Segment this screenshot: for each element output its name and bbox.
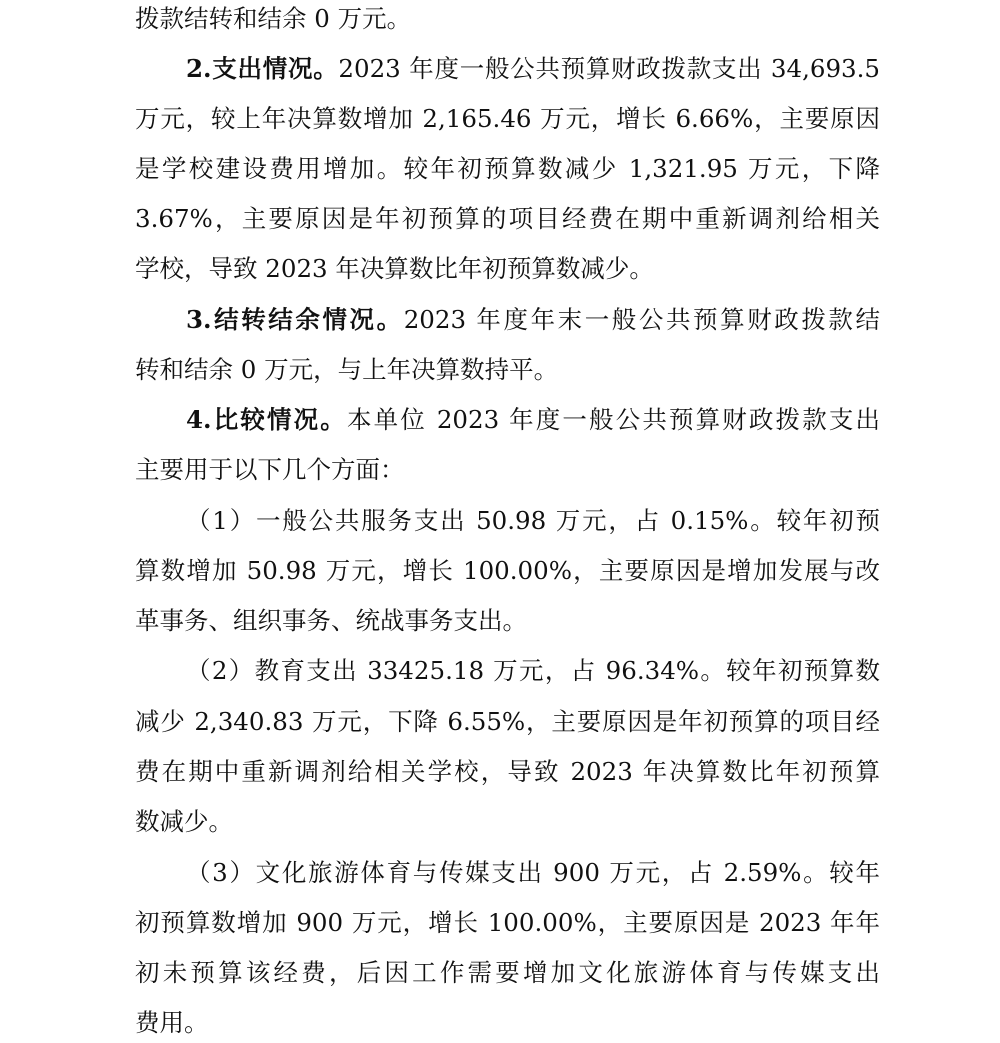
paragraph-line [135,1005,880,1041]
line-text: 拨款结转和结余 0 万元。 [135,4,412,33]
section-heading-expenditure: 2.支出情况。 [186,54,339,83]
line-text: 3.67%，主要原因是年初预算的项目经费在期中重新调剂给相关 [135,204,880,233]
line-text: 2023 年度年末一般公共预算财政拨款结 [403,305,880,334]
paragraph-line [135,452,880,488]
line-text: 算数增加 50.98 万元，增长 100.00%，主要原因是增加发展与改 [135,556,880,585]
paragraph-line [135,553,880,589]
list-item-line [186,503,880,539]
paragraph-line [135,201,880,237]
section-heading-line [186,51,880,87]
line-text: 是学校建设费用增加。较年初预算数减少 1,321.95 万元，下降 [135,154,880,183]
line-text: （3）文化旅游体育与传媒支出 900 万元，占 2.59%。较年 [186,858,880,887]
paragraph-line [135,151,880,187]
paragraph-line [135,603,880,639]
line-text: 2023 年度一般公共预算财政拨款支出 34,693.5 [338,54,880,83]
paragraph-line [135,955,880,991]
paragraph-line [135,251,880,287]
section-heading-carryover: 3.结转结余情况。 [186,305,404,334]
line-text: 万元，较上年决算数增加 2,165.46 万元，增长 6.66%，主要原因 [135,104,880,133]
section-heading-line [186,402,880,438]
paragraph-line [135,101,880,137]
section-heading-line [186,302,880,338]
line-text: 革事务、组织事务、统战事务支出。 [135,606,527,635]
line-text: 费用。 [135,1008,209,1037]
paragraph-line [135,352,880,388]
line-text: （1）一般公共服务支出 50.98 万元，占 0.15%。较年初预 [186,506,880,535]
line-text: 转和结余 0 万元，与上年决算数持平。 [135,355,559,384]
line-text: 初未预算该经费，后因工作需要增加文化旅游体育与传媒支出 [135,958,880,987]
line-text: 数减少。 [135,807,233,836]
line-text: 学校，导致 2023 年决算数比年初预算数减少。 [135,254,654,283]
paragraph-line [135,804,880,840]
section-heading-comparison: 4.比较情况。 [186,405,347,434]
list-item-line [186,855,880,891]
paragraph-line [135,754,880,790]
paragraph-line [135,905,880,941]
paragraph-line [135,704,880,740]
line-text: （2）教育支出 33425.18 万元，占 96.34%。较年初预算数 [186,656,880,685]
line-text: 费在期中重新调剂给相关学校，导致 2023 年决算数比年初预算 [135,757,880,786]
list-item-line [186,653,880,689]
line-text: 主要用于以下几个方面： [135,455,405,484]
line-text: 初预算数增加 900 万元，增长 100.00%，主要原因是 2023 年年 [135,908,880,937]
line-text: 本单位 2023 年度一般公共预算财政拨款支出 [346,405,880,434]
paragraph-line [135,1,880,37]
line-text: 减少 2,340.83 万元，下降 6.55%，主要原因是年初预算的项目经 [135,707,880,736]
